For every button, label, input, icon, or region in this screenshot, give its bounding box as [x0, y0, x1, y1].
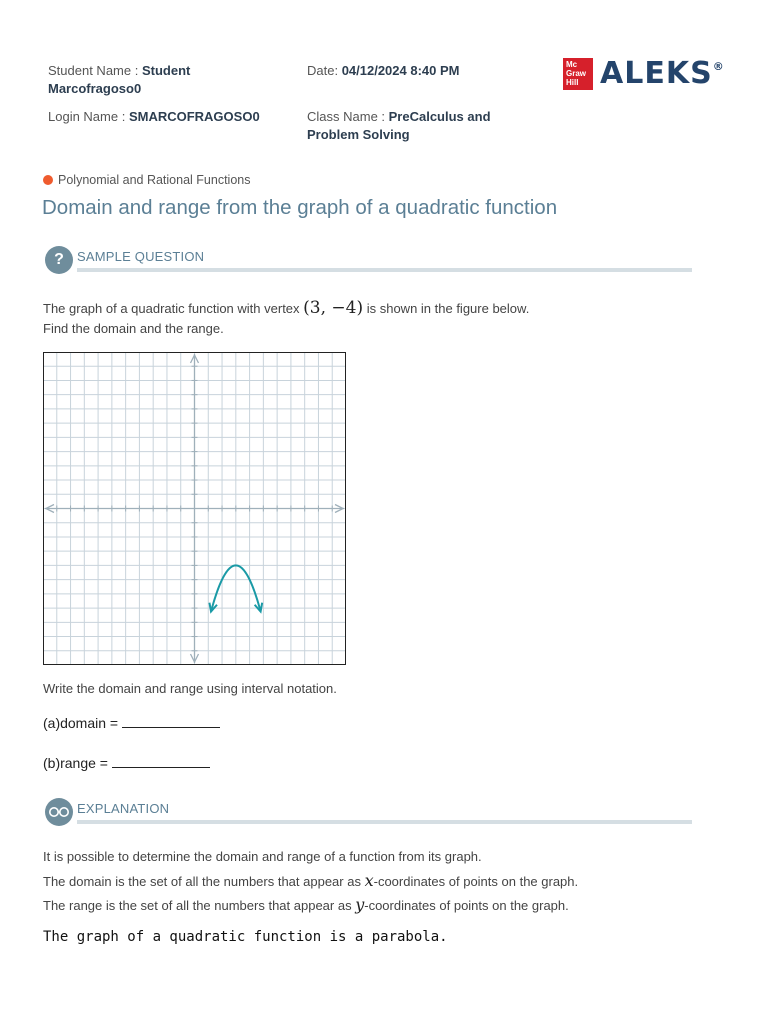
- instruction-text: Write the domain and range using interval notation.: [43, 681, 337, 696]
- sample-question-label: SAMPLE QUESTION: [77, 249, 205, 264]
- explanation-line3: The range is the set of all the numbers that appear as y-coordinates of points on the graph.: [43, 895, 569, 914]
- student-name-value: Student Marcofragoso0: [48, 63, 191, 96]
- student-name: [48, 62, 278, 98]
- class-name: [307, 108, 537, 144]
- explanation-label: EXPLANATION: [77, 801, 170, 816]
- class-name-value: PreCalculus and Problem Solving: [307, 109, 491, 142]
- domain-label: (a)domain =: [43, 715, 122, 731]
- login-name-value: SMARCOFRAGOSO0: [128, 109, 260, 124]
- explanation-divider: [77, 820, 692, 824]
- topic-dot-icon: [43, 175, 53, 185]
- aleks-logo: ALEKS®: [600, 56, 725, 91]
- login-name: [48, 108, 298, 126]
- date-label: Date:: [307, 63, 342, 78]
- date-value: 04/12/2024 8:40 PM: [341, 63, 460, 78]
- range-answer: [43, 755, 210, 771]
- question-mark-icon: ?: [45, 246, 73, 274]
- parabola-graph: [43, 352, 346, 665]
- page-title: Domain and range from the graph of a quadratic function: [42, 196, 558, 219]
- sample-question-divider: [77, 268, 692, 272]
- domain-blank[interactable]: [122, 727, 220, 728]
- explanation-line2: The domain is the set of all the numbers that appear as x-coordinates of points on the graph.: [43, 871, 579, 890]
- mcgraw-hill-logo: Mc Graw Hill: [563, 58, 593, 90]
- question-text-line2: Find the domain and the range.: [43, 321, 224, 336]
- date: [307, 62, 537, 80]
- glasses-icon: [45, 798, 73, 826]
- vertex-expression: (3, −4): [303, 298, 364, 318]
- explanation-line4: The graph of a quadratic function is a parabola.: [43, 929, 448, 945]
- student-name-label: Student Name :: [48, 63, 142, 78]
- topic-category: Polynomial and Rational Functions: [58, 173, 251, 187]
- range-blank[interactable]: [112, 767, 210, 768]
- domain-answer: [43, 715, 220, 731]
- login-name-label: Login Name :: [48, 109, 129, 124]
- class-name-label: Class Name :: [307, 109, 389, 124]
- explanation-line1: It is possible to determine the domain and range of a function from its graph.: [43, 849, 482, 864]
- range-label: (b)range =: [43, 755, 112, 771]
- question-text: The graph of a quadratic function with vertex (3, −4) is shown in the figure below.: [43, 298, 530, 318]
